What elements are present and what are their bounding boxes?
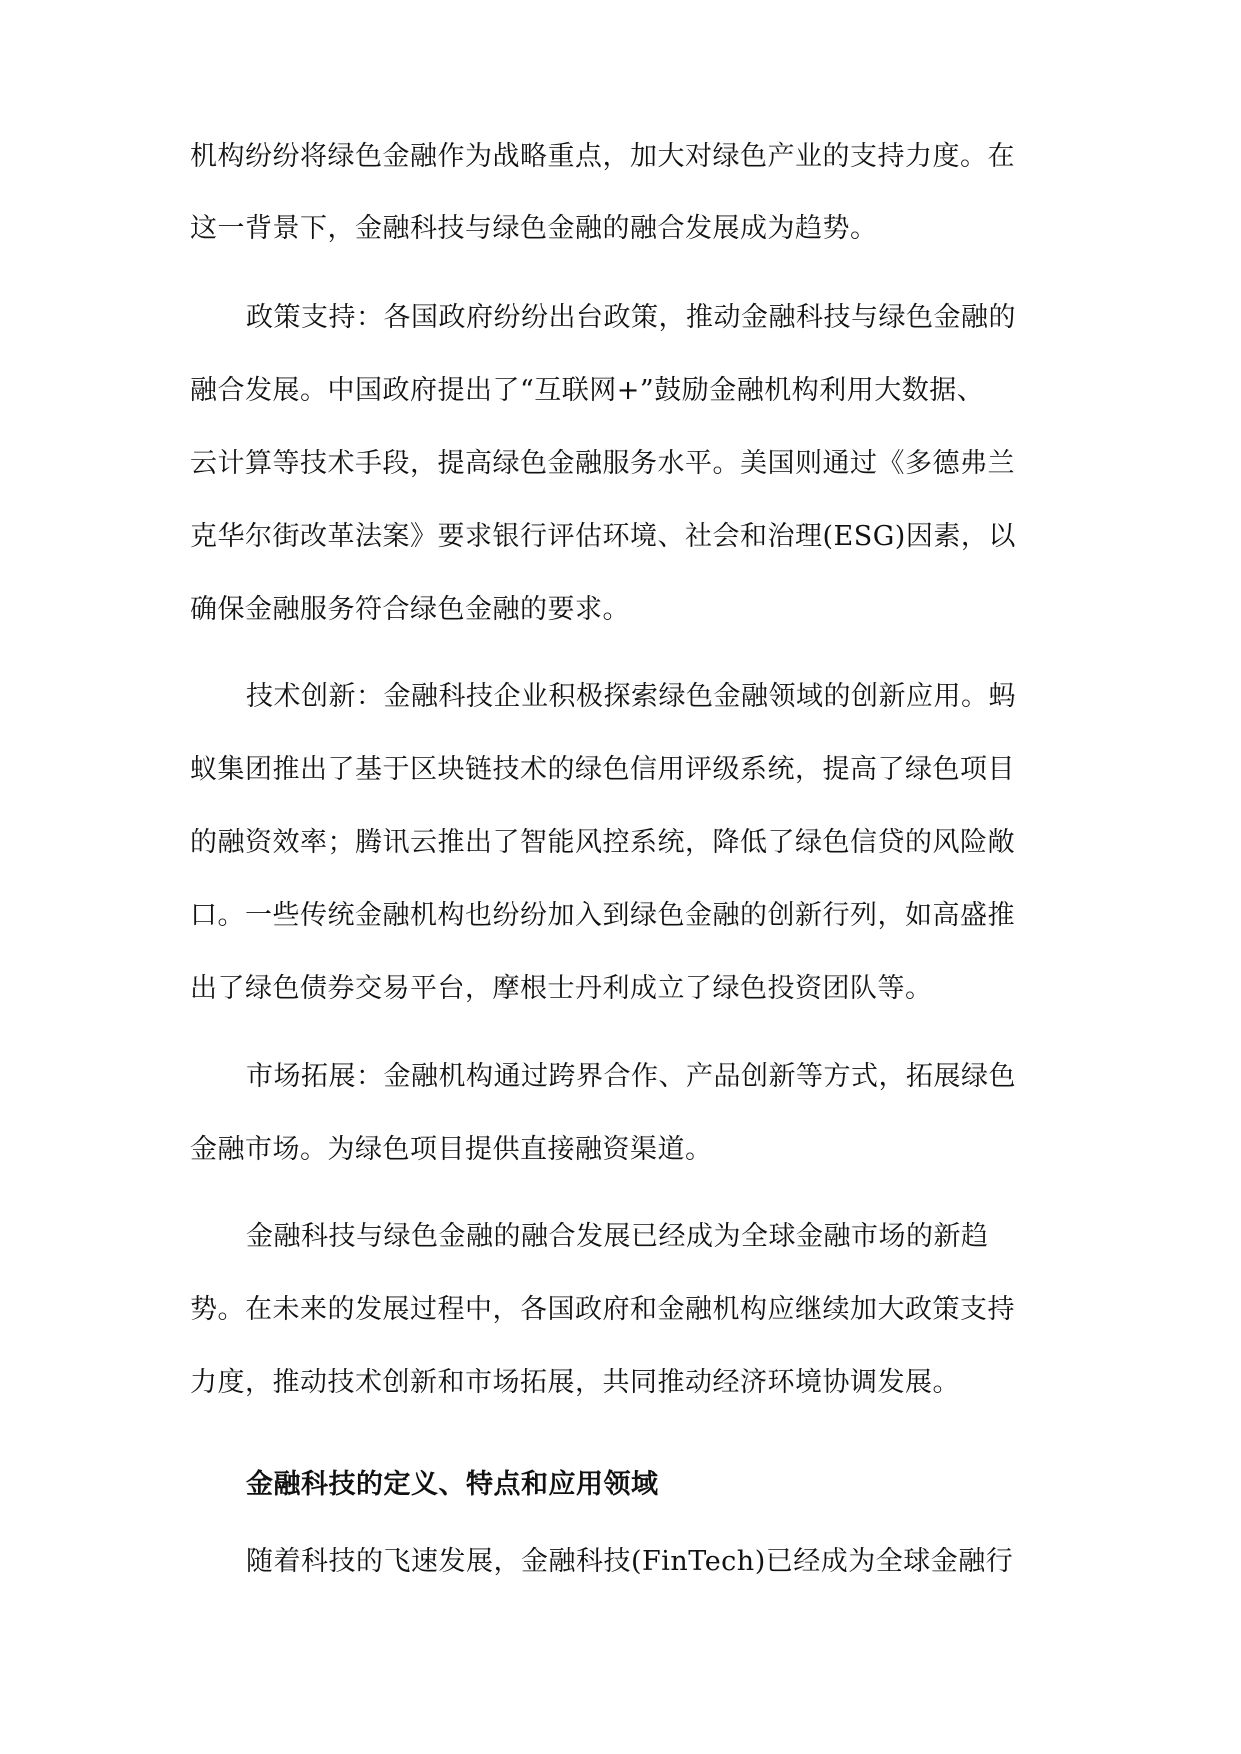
- text-line: 力度，推动技术创新和市场拓展，共同推动经济环境协调发展。: [190, 1367, 960, 1398]
- text-line: 金融科技与绿色金融的融合发展已经成为全球金融市场的新趋: [246, 1221, 989, 1252]
- text-line: 技术创新：金融科技企业积极探索绿色金融领域的创新应用。蚂: [246, 681, 1016, 712]
- text-line: 克华尔街改革法案》要求银行评估环境、社会和治理(ESG)因素，以: [190, 521, 1016, 552]
- text-line: 出了绿色债券交易平台，摩根士丹利成立了绿色投资团队等。: [190, 973, 933, 1004]
- text-line: 势。在未来的发展过程中，各国政府和金融机构应继续加大政策支持: [190, 1294, 1015, 1325]
- text-line: 政策支持：各国政府纷纷出台政策，推动金融科技与绿色金融的: [246, 302, 1016, 333]
- text-line: 机构纷纷将绿色金融作为战略重点，加大对绿色产业的支持力度。在: [190, 141, 1015, 172]
- text-line: 云计算等技术手段，提高绿色金融服务水平。美国则通过《多德弗兰: [190, 448, 1015, 479]
- text-line: 金融市场。为绿色项目提供直接融资渠道。: [190, 1134, 713, 1165]
- text-line: 市场拓展：金融机构通过跨界合作、产品创新等方式，拓展绿色: [246, 1061, 1016, 1092]
- text-line: 确保金融服务符合绿色金融的要求。: [190, 594, 630, 625]
- section-heading: 金融科技的定义、特点和应用领域: [246, 1469, 659, 1500]
- text-line: 随着科技的飞速发展，金融科技(FinTech)已经成为全球金融行: [246, 1546, 1014, 1577]
- text-line: 融合发展。中国政府提出了“互联网+”鼓励金融机构利用大数据、: [190, 375, 985, 406]
- text-line: 的融资效率；腾讯云推出了智能风控系统，降低了绿色信贷的风险敞: [190, 827, 1015, 858]
- text-line: 蚁集团推出了基于区块链技术的绿色信用评级系统，提高了绿色项目: [190, 754, 1015, 785]
- text-line: 口。一些传统金融机构也纷纷加入到绿色金融的创新行列，如高盛推: [190, 900, 1015, 931]
- text-line: 这一背景下，金融科技与绿色金融的融合发展成为趋势。: [190, 213, 878, 244]
